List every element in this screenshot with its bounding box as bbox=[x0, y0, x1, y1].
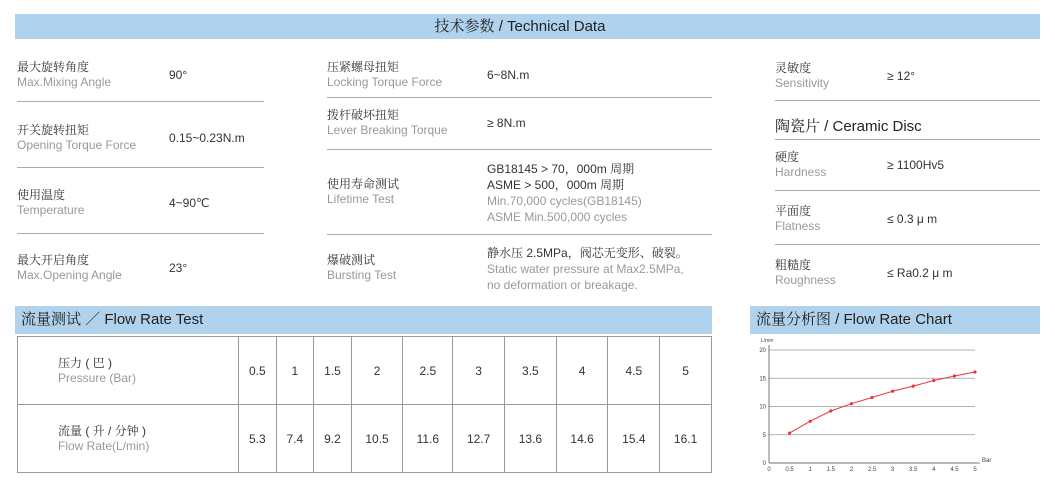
table-cell: 12.7 bbox=[453, 405, 505, 473]
row-header-en: Flow Rate(L/min) bbox=[58, 438, 150, 453]
spec-value: ≥ 1100Hv5 bbox=[887, 158, 945, 172]
series-line bbox=[790, 372, 975, 433]
table-cell: 0.5 bbox=[239, 337, 277, 405]
spec-label-en: Flatness bbox=[775, 219, 821, 233]
data-point bbox=[788, 431, 791, 434]
spec-label-cn: 平面度 bbox=[775, 204, 812, 218]
spec-label-cn: 爆破测试 bbox=[327, 253, 376, 267]
table-cell: 13.6 bbox=[505, 405, 557, 473]
table-cell: 1 bbox=[276, 337, 314, 405]
spec-value: 0.15~0.23N.m bbox=[169, 131, 245, 145]
spec-value: ≥ 8N.m bbox=[487, 116, 526, 130]
x-tick-label: 2.5 bbox=[867, 467, 877, 471]
divider bbox=[327, 234, 712, 235]
y-tick-label: 0 bbox=[762, 461, 766, 467]
spec-value: ≥ 12° bbox=[887, 69, 916, 83]
spec-value-block bbox=[487, 245, 688, 293]
divider bbox=[17, 101, 264, 102]
row-header-en: Pressure (Bar) bbox=[58, 370, 137, 385]
data-point bbox=[809, 420, 812, 423]
spec-label-cn: 开关旋转扭矩 bbox=[17, 123, 90, 137]
y-tick-label: 20 bbox=[759, 348, 766, 354]
flow-chart-bar bbox=[750, 306, 1040, 334]
spec-label-en: Locking Torque Force bbox=[327, 75, 443, 89]
x-tick-label: 4 bbox=[932, 467, 936, 471]
data-point bbox=[891, 390, 894, 393]
x-tick-label: 5 bbox=[973, 467, 977, 471]
spec-label-en: Max.Opening Angle bbox=[17, 268, 122, 282]
table-cell: 4.5 bbox=[608, 337, 660, 405]
table-cell: 5 bbox=[660, 337, 712, 405]
table-cell: 3 bbox=[453, 337, 505, 405]
x-tick-label: 3.5 bbox=[909, 467, 918, 471]
spec-label-cn: 使用寿命测试 bbox=[327, 177, 400, 191]
y-tick-label: 5 bbox=[762, 432, 766, 439]
spec-value-line: ASME > 500，000m 周期 bbox=[487, 178, 625, 192]
y-tick-label: 10 bbox=[759, 404, 766, 411]
divider bbox=[17, 167, 264, 168]
data-point bbox=[850, 402, 853, 405]
spec-label-en: Lever Breaking Torque bbox=[327, 123, 448, 137]
table-cell: 16.1 bbox=[660, 405, 712, 473]
table-row bbox=[18, 337, 712, 405]
spec-label-en: Lifetime Test bbox=[327, 192, 395, 206]
spec-value: 23° bbox=[169, 261, 188, 275]
spec-row bbox=[327, 108, 712, 138]
data-point bbox=[912, 385, 915, 388]
table-cell: 2 bbox=[351, 337, 403, 405]
table-row bbox=[18, 405, 712, 473]
spec-row bbox=[17, 188, 264, 218]
divider bbox=[17, 233, 264, 234]
table-cell: 11.6 bbox=[403, 405, 453, 473]
spec-label-en: Hardness bbox=[775, 165, 827, 179]
x-tick-label: 0.5 bbox=[785, 467, 794, 471]
spec-label-cn: 粗糙度 bbox=[775, 258, 812, 272]
spec-label-en: Bursting Test bbox=[327, 268, 397, 282]
row-header-cn: 流量 ( 升 / 分钟 ) bbox=[58, 423, 146, 438]
spec-label-cn: 硬度 bbox=[775, 150, 800, 164]
table-cell: 10.5 bbox=[351, 405, 403, 473]
spec-value-block bbox=[487, 161, 642, 225]
spec-row bbox=[17, 253, 264, 283]
spec-label-en: Opening Torque Force bbox=[17, 138, 137, 152]
data-point bbox=[973, 370, 976, 373]
spec-value-en-line: Static water pressure at Max2.5MPa, bbox=[487, 262, 684, 276]
flow-test-title: 流量测试 ／ Flow Rate Test bbox=[21, 311, 204, 328]
spec-value-en-line: Min.70,000 cycles(GB18145) bbox=[487, 194, 642, 208]
x-axis-label: Bar bbox=[982, 458, 992, 464]
y-tick-label: 15 bbox=[759, 376, 766, 383]
spec-label-cn: 最大开启角度 bbox=[17, 253, 90, 267]
row-header bbox=[18, 405, 239, 473]
x-tick-label: 3 bbox=[890, 467, 895, 471]
spec-row bbox=[775, 204, 1040, 234]
spec-value: 6~8N.m bbox=[487, 68, 530, 82]
spec-label-cn: 拨杆破坏扭矩 bbox=[327, 108, 400, 122]
data-point bbox=[870, 396, 873, 399]
spec-label-en: Sensitivity bbox=[775, 76, 830, 90]
spec-value: 90° bbox=[169, 68, 188, 82]
data-point bbox=[932, 379, 935, 382]
table-cell: 2.5 bbox=[403, 337, 453, 405]
data-point bbox=[829, 409, 832, 412]
table-cell: 14.6 bbox=[556, 405, 608, 473]
divider bbox=[327, 97, 712, 98]
divider bbox=[327, 149, 712, 150]
row-header bbox=[18, 337, 239, 405]
spec-value-line: GB18145 > 70，000m 周期 bbox=[487, 162, 635, 176]
table-cell: 4 bbox=[556, 337, 608, 405]
table-cell: 5.3 bbox=[239, 405, 277, 473]
spec-label-en: Roughness bbox=[775, 273, 836, 287]
flow-rate-chart bbox=[757, 336, 1002, 471]
spec-label-cn: 灵敏度 bbox=[775, 61, 812, 75]
spec-value: ≤ Ra0.2 μ m bbox=[887, 266, 953, 280]
spec-label-cn: 使用温度 bbox=[17, 188, 66, 202]
table-cell: 3.5 bbox=[505, 337, 557, 405]
divider bbox=[775, 100, 1040, 101]
page-title: 技术参数 / Technical Data bbox=[434, 18, 606, 35]
spec-row bbox=[775, 258, 1040, 288]
spec-row bbox=[17, 123, 264, 153]
spec-row bbox=[775, 61, 1040, 91]
divider bbox=[775, 244, 1040, 245]
table-cell: 9.2 bbox=[314, 405, 352, 473]
x-tick-label: 1.5 bbox=[826, 467, 835, 471]
table-cell: 1.5 bbox=[314, 337, 352, 405]
x-tick-label: 2 bbox=[849, 467, 854, 471]
spec-row bbox=[775, 150, 1040, 180]
spec-value: 4~90℃ bbox=[169, 196, 210, 210]
ceramic-title: 陶瓷片 / Ceramic Disc bbox=[775, 118, 922, 135]
row-header-cn: 压力 ( 巴 ) bbox=[58, 355, 112, 370]
spec-row bbox=[17, 60, 264, 90]
flow-rate-table bbox=[17, 336, 712, 473]
x-tick-label: 4.5 bbox=[950, 467, 959, 471]
x-tick-label: 0 bbox=[767, 467, 771, 471]
spec-label-en: Max.Mixing Angle bbox=[17, 75, 112, 89]
spec-label-cn: 最大旋转角度 bbox=[17, 60, 90, 74]
divider bbox=[775, 190, 1040, 191]
spec-row bbox=[327, 60, 712, 90]
data-point bbox=[953, 374, 956, 377]
table-cell: 15.4 bbox=[608, 405, 660, 473]
spec-value-en-line: no deformation or breakage. bbox=[487, 278, 638, 292]
flow-test-bar bbox=[15, 306, 712, 334]
flow-chart-title: 流量分析图 / Flow Rate Chart bbox=[756, 311, 952, 328]
table-cell: 7.4 bbox=[276, 405, 314, 473]
spec-value: ≤ 0.3 μ m bbox=[887, 212, 938, 226]
spec-label-cn: 压紧螺母扭矩 bbox=[327, 60, 400, 74]
spec-value-en-line: ASME Min.500,000 cycles bbox=[487, 210, 628, 224]
spec-label-en: Temperature bbox=[17, 203, 85, 217]
divider bbox=[775, 139, 1040, 140]
y-axis-label: L/min bbox=[761, 338, 774, 344]
spec-value-line: 静水压 2.5MPa，阀芯无变形、破裂。 bbox=[487, 246, 688, 260]
x-tick-label: 1 bbox=[808, 467, 812, 471]
